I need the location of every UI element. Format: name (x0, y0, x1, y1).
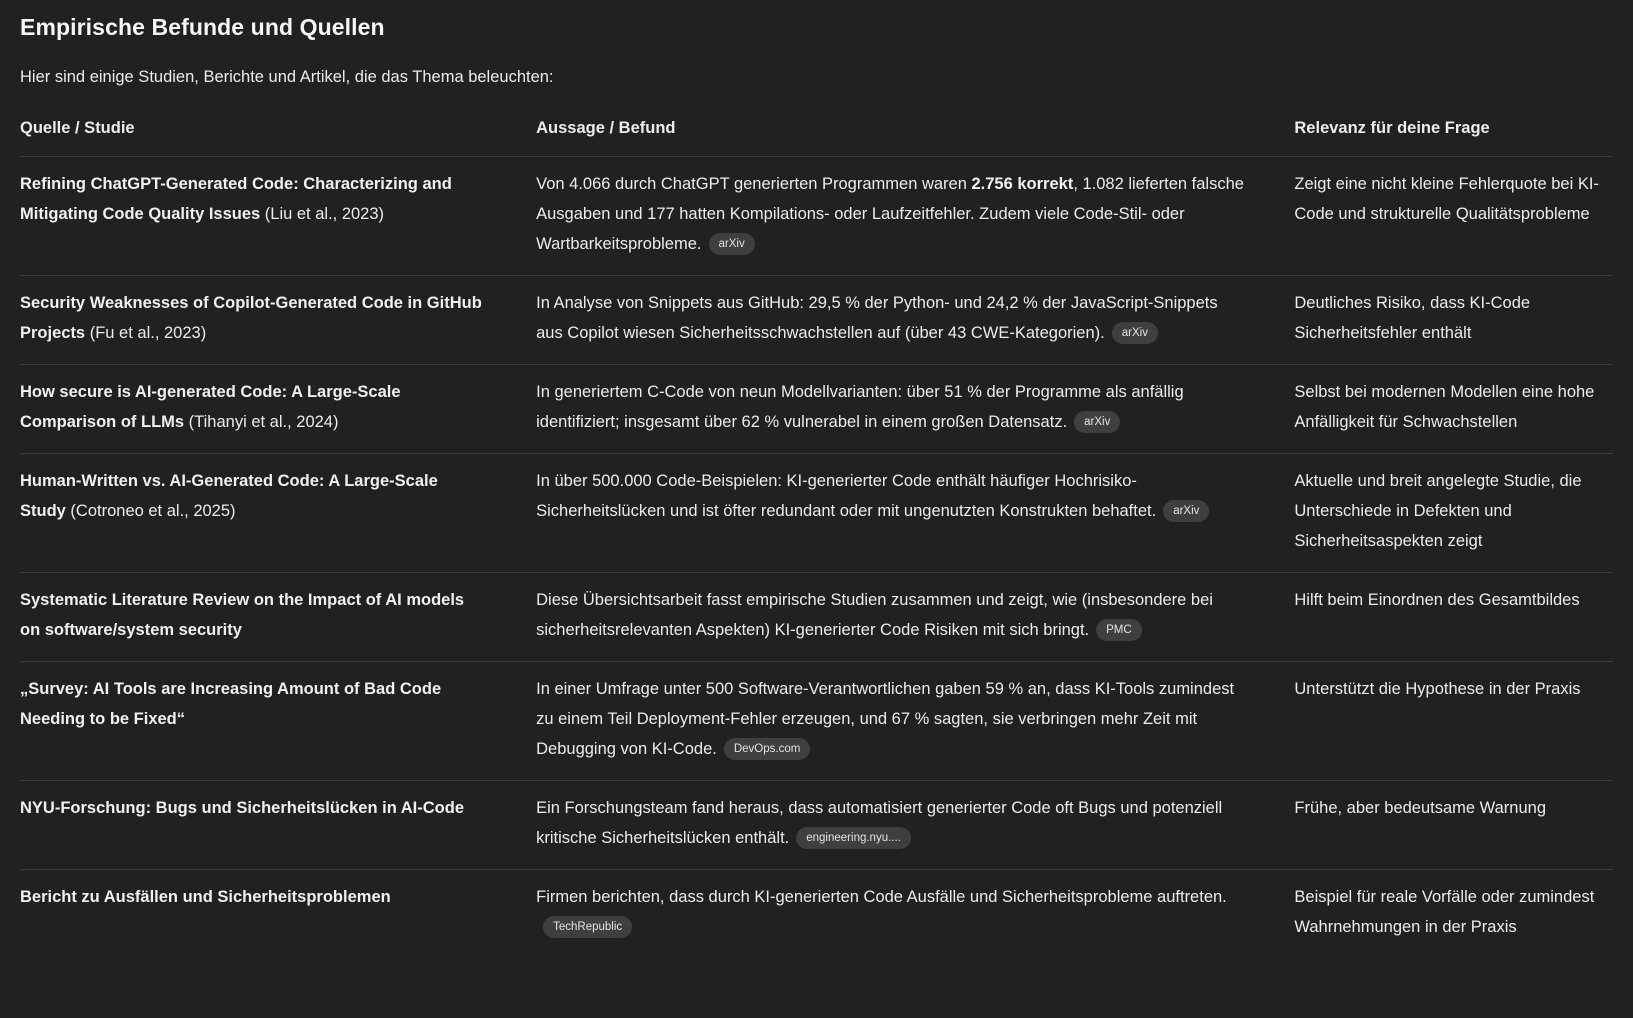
finding-segment: Diese Übersichtsarbeit fasst empirische Studien zusammen und zeigt, wie (insbesondere bei sicherheitsrelevanten Aspekten) KI-generierter Code Risiken mit sich bringt. (536, 591, 1213, 639)
finding-segment: Ein Forschungsteam fand heraus, dass automatisiert generierter Code oft Bugs und potenziell kritische Sicherheitslücken enthält. (536, 799, 1223, 847)
study-title: NYU-Forschung: Bugs und Sicherheitslücken in AI-Code (20, 799, 465, 817)
table-row (20, 573, 1613, 662)
source-badge[interactable]: engineering.nyu.... (796, 827, 911, 849)
table-row (20, 454, 1613, 573)
study-citation: (Liu et al., 2023) (260, 205, 385, 223)
finding-cell (536, 365, 1294, 453)
finding-segment: Von 4.066 durch ChatGPT generierten Programmen waren (536, 175, 972, 193)
study-title: Security Weaknesses of Copilot-Generated Code in GitHub Projects (20, 294, 482, 342)
page-title: Empirische Befunde und Quellen (20, 14, 385, 40)
relevance-text: Aktuelle und breit angelegte Studie, die Unterschiede in Defekten und Sicherheitsaspekten zeigt (1294, 472, 1582, 550)
finding-text (536, 472, 1156, 520)
relevance-cell (1294, 781, 1613, 869)
relevance-text: Deutliches Risiko, dass KI-Code Sicherheitsfehler enthält (1294, 294, 1531, 342)
table-row (20, 870, 1613, 958)
relevance-text: Selbst bei modernen Modellen eine hohe Anfälligkeit für Schwachstellen (1294, 383, 1595, 431)
finding-segment: In Analyse von Snippets aus GitHub: 29,5 % der Python- und 24,2 % der JavaScript-Snippets aus Copilot wiesen Sicherheitsschwachstellen auf (über 43 CWE-Kategorien). (536, 294, 1218, 342)
source-badge[interactable]: arXiv (709, 233, 755, 255)
study-title: Refining ChatGPT-Generated Code: Characterizing and Mitigating Code Quality Issues (20, 175, 452, 223)
study-title: Bericht zu Ausfällen und Sicherheitsproblemen (20, 888, 391, 906)
finding-segment: Firmen berichten, dass durch KI-generierten Code Ausfälle und Sicherheitsprobleme auftreten. (536, 888, 1227, 906)
table-header-row (20, 113, 1613, 157)
source-cell (20, 276, 536, 364)
finding-segment: , 1.082 lieferten falsche Ausgaben und 177 hatten Kompilations- oder Laufzeitfehler. Zudem viele Code-Stil- oder Wartbarkeitsprobleme. (536, 175, 1244, 253)
column-header-relevance: Relevanz für deine Frage (1294, 119, 1490, 137)
source-cell (20, 454, 536, 572)
source-badge[interactable]: TechRepublic (543, 916, 632, 938)
relevance-cell (1294, 157, 1613, 275)
finding-cell (536, 454, 1294, 572)
relevance-cell (1294, 573, 1613, 661)
finding-cell (536, 870, 1294, 958)
column-header-finding: Aussage / Befund (536, 119, 676, 137)
relevance-text: Beispiel für reale Vorfälle oder zumindest Wahrnehmungen in der Praxis (1294, 888, 1595, 936)
relevance-cell (1294, 870, 1613, 958)
studies-table (20, 113, 1613, 958)
source-cell (20, 870, 536, 958)
study-citation: (Cotroneo et al., 2025) (65, 502, 236, 520)
source-badge[interactable]: arXiv (1074, 411, 1120, 433)
source-cell (20, 781, 536, 869)
study-citation: (Fu et al., 2023) (85, 324, 207, 342)
relevance-text: Zeigt eine nicht kleine Fehlerquote bei KI-Code und strukturelle Qualitätsprobleme (1294, 175, 1599, 223)
finding-cell (536, 573, 1294, 661)
finding-cell (536, 276, 1294, 364)
source-badge[interactable]: DevOps.com (724, 738, 810, 760)
study-title: „Survey: AI Tools are Increasing Amount of Bad Code Needing to be Fixed“ (20, 680, 442, 728)
relevance-text: Frühe, aber bedeutsame Warnung (1294, 799, 1547, 817)
study-title: Systematic Literature Review on the Impact of AI models on software/system security (20, 591, 465, 639)
column-header-source: Quelle / Studie (20, 119, 135, 137)
study-title: Human-Written vs. AI-Generated Code: A Large-Scale Study (20, 472, 438, 520)
finding-segment: In über 500.000 Code-Beispielen: KI-generierter Code enthält häufiger Hochrisiko-Sicherheitslücken und ist öfter redundant oder mit ungenutzten Konstrukten behaftet. (536, 472, 1157, 520)
relevance-cell (1294, 454, 1613, 572)
relevance-text: Hilft beim Einordnen des Gesamtbildes (1294, 591, 1580, 609)
table-row (20, 365, 1613, 454)
study-citation: (Tihanyi et al., 2024) (184, 413, 339, 431)
finding-segment: In generiertem C-Code von neun Modellvarianten: über 51 % der Programme als anfällig identifiziert; insgesamt über 62 % vulnerabel in einem großen Datensatz. (536, 383, 1184, 431)
table-row (20, 781, 1613, 870)
finding-segment: In einer Umfrage unter 500 Software-Verantwortlichen gaben 59 % an, dass KI-Tools zumindest zu einem Teil Deployment-Fehler erzeugen, und 67 % sagten, sie verbringen mehr Zeit mit Debugging von KI-Code. (536, 680, 1235, 758)
studies-table-body (20, 157, 1613, 958)
relevance-text: Unterstützt die Hypothese in der Praxis (1294, 680, 1581, 698)
source-cell (20, 573, 536, 661)
finding-bold-segment: 2.756 korrekt (971, 175, 1074, 193)
finding-cell (536, 662, 1294, 780)
table-row (20, 662, 1613, 781)
source-badge[interactable]: PMC (1096, 619, 1142, 641)
finding-cell (536, 781, 1294, 869)
source-cell (20, 662, 536, 780)
finding-text (536, 680, 1234, 758)
relevance-cell (1294, 276, 1613, 364)
intro-text: Hier sind einige Studien, Berichte und Artikel, die das Thema beleuchten: (20, 68, 554, 86)
relevance-cell (1294, 662, 1613, 780)
table-row (20, 157, 1613, 276)
table-row (20, 276, 1613, 365)
source-badge[interactable]: arXiv (1163, 500, 1209, 522)
relevance-cell (1294, 365, 1613, 453)
finding-text (536, 888, 1227, 906)
source-badge[interactable]: arXiv (1112, 322, 1158, 344)
source-cell (20, 157, 536, 275)
finding-text (536, 175, 1244, 253)
study-title: How secure is AI-generated Code: A Large-Scale Comparison of LLMs (20, 383, 401, 431)
finding-cell (536, 157, 1294, 275)
source-cell (20, 365, 536, 453)
